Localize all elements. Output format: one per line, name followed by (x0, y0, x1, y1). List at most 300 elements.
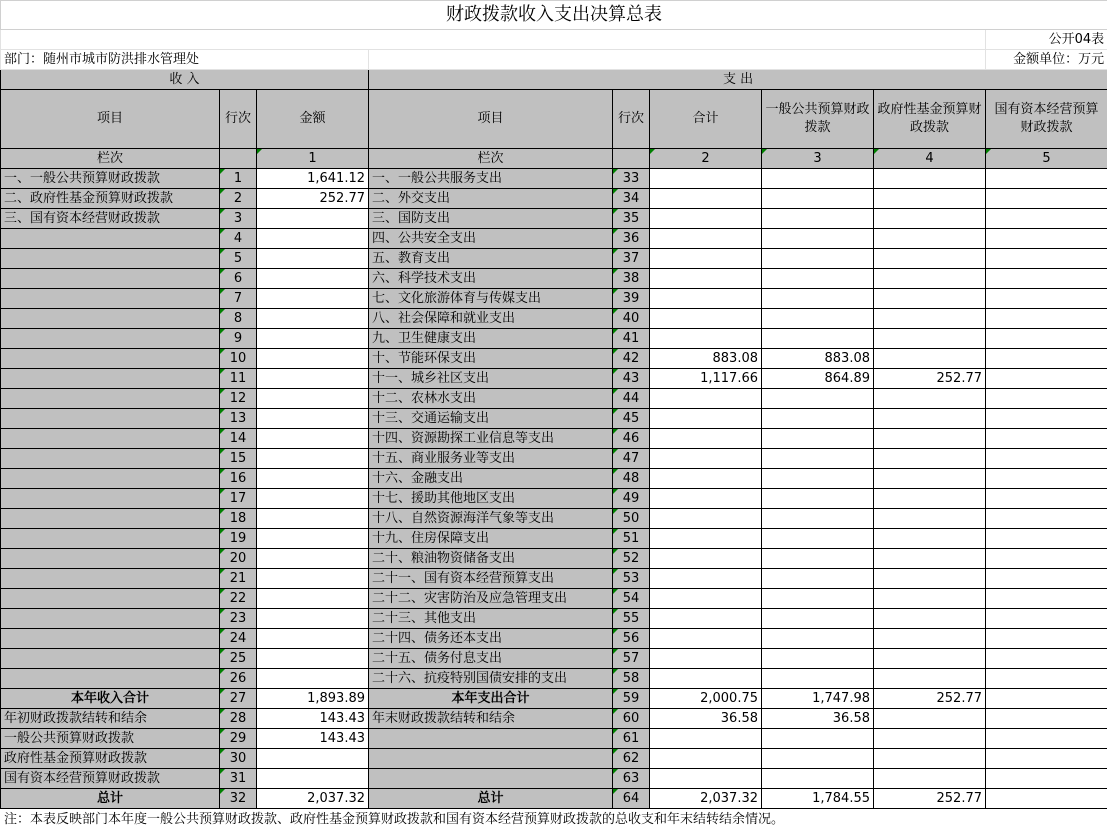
expense-item: 四、公共安全支出 (369, 229, 613, 249)
income-item: 政府性基金预算财政拨款 (1, 749, 220, 769)
income-amount (257, 629, 369, 649)
expense-total (650, 229, 762, 249)
income-amount (257, 229, 369, 249)
expense-general-budget (762, 269, 874, 289)
income-item (1, 269, 220, 289)
income-amount (257, 369, 369, 389)
income-amount (257, 669, 369, 689)
income-amount (257, 389, 369, 409)
expense-general-budget: 864.89 (762, 369, 874, 389)
expense-total (650, 269, 762, 289)
expense-row-no: 52 (613, 549, 650, 569)
col-index: 5 (986, 149, 1107, 169)
expense-row-no: 33 (613, 169, 650, 189)
gov-fund-header: 政府性基金预算财政拨款 (874, 90, 986, 149)
income-amount (257, 769, 369, 789)
expense-total (650, 749, 762, 769)
expense-item: 二十六、抗疫特别国债安排的支出 (369, 669, 613, 689)
expense-state-capital (986, 729, 1107, 749)
expense-state-capital (986, 529, 1107, 549)
expense-item: 二十五、债务付息支出 (369, 649, 613, 669)
expense-row-no: 57 (613, 649, 650, 669)
expense-total (650, 209, 762, 229)
expense-row-no: 61 (613, 729, 650, 749)
income-amount (257, 589, 369, 609)
income-row-no: 19 (220, 529, 257, 549)
expense-state-capital (986, 429, 1107, 449)
income-item (1, 469, 220, 489)
income-row-no: 18 (220, 509, 257, 529)
expense-state-capital (986, 509, 1107, 529)
expense-gov-fund (874, 609, 986, 629)
table-row (1, 269, 1107, 289)
expense-item: 十、节能环保支出 (369, 349, 613, 369)
income-row-no: 26 (220, 669, 257, 689)
income-row-no: 10 (220, 349, 257, 369)
expense-total (650, 489, 762, 509)
expense-item: 年末财政拨款结转和结余 (369, 709, 613, 729)
expense-row-no: 60 (613, 709, 650, 729)
expense-total: 883.08 (650, 349, 762, 369)
expense-general-budget (762, 389, 874, 409)
income-item (1, 389, 220, 409)
expense-row-no: 48 (613, 469, 650, 489)
income-row-no: 11 (220, 369, 257, 389)
expense-gov-fund (874, 349, 986, 369)
expense-gov-fund (874, 569, 986, 589)
table-row (1, 289, 1107, 309)
income-amount (257, 649, 369, 669)
expense-general-budget (762, 429, 874, 449)
expense-row-no: 55 (613, 609, 650, 629)
income-rowno-header: 行次 (220, 90, 257, 149)
income-amount (257, 289, 369, 309)
income-row-no: 29 (220, 729, 257, 749)
expense-gov-fund (874, 229, 986, 249)
expense-gov-fund (874, 249, 986, 269)
table-row (1, 709, 1107, 729)
table-row (1, 369, 1107, 389)
income-item (1, 409, 220, 429)
income-row-no: 7 (220, 289, 257, 309)
expense-general-budget (762, 469, 874, 489)
expense-item-header: 项目 (369, 90, 613, 149)
income-row-no: 30 (220, 749, 257, 769)
expense-row-no: 37 (613, 249, 650, 269)
expense-row-no: 47 (613, 449, 650, 469)
income-item (1, 349, 220, 369)
table-row (1, 749, 1107, 769)
table-row (1, 589, 1107, 609)
expense-row-no: 44 (613, 389, 650, 409)
expense-state-capital (986, 449, 1107, 469)
expense-total (650, 469, 762, 489)
table-row (1, 449, 1107, 469)
expense-state-capital (986, 309, 1107, 329)
income-amount (257, 349, 369, 369)
expense-general-budget (762, 649, 874, 669)
income-item: 三、国有资本经营财政拨款 (1, 209, 220, 229)
table-row (1, 689, 1107, 709)
expense-total (650, 309, 762, 329)
expense-total (650, 289, 762, 309)
income-amount: 143.43 (257, 709, 369, 729)
income-item: 一、一般公共预算财政拨款 (1, 169, 220, 189)
expense-state-capital (986, 209, 1107, 229)
expense-total (650, 189, 762, 209)
income-row-no: 1 (220, 169, 257, 189)
expense-header: 支 出 (369, 70, 1107, 90)
expense-general-budget: 883.08 (762, 349, 874, 369)
expense-state-capital (986, 489, 1107, 509)
income-row-no: 27 (220, 689, 257, 709)
income-item: 本年收入合计 (1, 689, 220, 709)
expense-state-capital (986, 369, 1107, 389)
expense-gov-fund: 252.77 (874, 369, 986, 389)
expense-gov-fund (874, 709, 986, 729)
expense-total: 2,037.32 (650, 789, 762, 809)
expense-total: 2,000.75 (650, 689, 762, 709)
expense-general-budget (762, 749, 874, 769)
table-row (1, 569, 1107, 589)
expense-total (650, 249, 762, 269)
col-index: 1 (257, 149, 369, 169)
income-amount (257, 509, 369, 529)
income-amount (257, 309, 369, 329)
income-item (1, 549, 220, 569)
income-item: 年初财政拨款结转和结余 (1, 709, 220, 729)
expense-item: 十五、商业服务业等支出 (369, 449, 613, 469)
income-amount (257, 469, 369, 489)
table-row (1, 309, 1107, 329)
expense-rowno-header: 行次 (613, 90, 650, 149)
expense-state-capital (986, 629, 1107, 649)
table-row (1, 409, 1107, 429)
expense-gov-fund: 252.77 (874, 789, 986, 809)
expense-item: 五、教育支出 (369, 249, 613, 269)
expense-gov-fund (874, 489, 986, 509)
expense-row-no: 35 (613, 209, 650, 229)
expense-general-budget: 36.58 (762, 709, 874, 729)
income-row-no: 22 (220, 589, 257, 609)
table-row (1, 769, 1107, 789)
income-row-no: 28 (220, 709, 257, 729)
expense-row-no: 38 (613, 269, 650, 289)
table-row (1, 349, 1107, 369)
expense-item: 七、文化旅游体育与传媒支出 (369, 289, 613, 309)
income-item: 总计 (1, 789, 220, 809)
expense-state-capital (986, 649, 1107, 669)
income-item (1, 449, 220, 469)
col-label: 栏次 (1, 149, 220, 169)
expense-item: 二十一、国有资本经营预算支出 (369, 569, 613, 589)
income-amount (257, 209, 369, 229)
table-row (1, 389, 1107, 409)
expense-gov-fund (874, 189, 986, 209)
expense-item: 十九、住房保障支出 (369, 529, 613, 549)
expense-gov-fund (874, 329, 986, 349)
expense-state-capital (986, 769, 1107, 789)
expense-general-budget (762, 409, 874, 429)
expense-gov-fund (874, 629, 986, 649)
expense-general-budget (762, 289, 874, 309)
expense-row-no: 42 (613, 349, 650, 369)
expense-state-capital (986, 589, 1107, 609)
expense-gov-fund (874, 549, 986, 569)
income-row-no: 8 (220, 309, 257, 329)
expense-state-capital (986, 289, 1107, 309)
expense-general-budget: 1,784.55 (762, 789, 874, 809)
expense-item: 十六、金融支出 (369, 469, 613, 489)
expense-state-capital (986, 689, 1107, 709)
income-item (1, 249, 220, 269)
expense-gov-fund (874, 769, 986, 789)
expense-gov-fund (874, 289, 986, 309)
table-row (1, 729, 1107, 749)
expense-total (650, 329, 762, 349)
expense-state-capital (986, 349, 1107, 369)
expense-state-capital (986, 269, 1107, 289)
expense-gov-fund (874, 449, 986, 469)
income-item (1, 489, 220, 509)
income-item (1, 369, 220, 389)
expense-gov-fund (874, 589, 986, 609)
expense-row-no: 62 (613, 749, 650, 769)
expense-item: 十一、城乡社区支出 (369, 369, 613, 389)
income-amount (257, 429, 369, 449)
income-item (1, 609, 220, 629)
income-row-no: 6 (220, 269, 257, 289)
income-row-no: 21 (220, 569, 257, 589)
income-amount (257, 749, 369, 769)
expense-state-capital (986, 389, 1107, 409)
income-item (1, 649, 220, 669)
expense-total (650, 729, 762, 749)
expense-total (650, 389, 762, 409)
expense-row-no: 40 (613, 309, 650, 329)
expense-item: 六、科学技术支出 (369, 269, 613, 289)
expense-total (650, 589, 762, 609)
income-item (1, 569, 220, 589)
expense-row-no: 64 (613, 789, 650, 809)
expense-total (650, 409, 762, 429)
expense-item: 十四、资源勘探工业信息等支出 (369, 429, 613, 449)
expense-item: 十七、援助其他地区支出 (369, 489, 613, 509)
income-amount: 252.77 (257, 189, 369, 209)
income-amount: 1,641.12 (257, 169, 369, 189)
expense-item (369, 769, 613, 789)
expense-general-budget (762, 309, 874, 329)
table-row (1, 169, 1107, 189)
income-row-no: 23 (220, 609, 257, 629)
expense-row-no: 41 (613, 329, 650, 349)
income-item (1, 309, 220, 329)
expense-general-budget (762, 169, 874, 189)
expense-state-capital (986, 189, 1107, 209)
table-row (1, 489, 1107, 509)
expense-row-no: 58 (613, 669, 650, 689)
expense-state-capital (986, 469, 1107, 489)
income-row-no: 3 (220, 209, 257, 229)
expense-general-budget (762, 669, 874, 689)
form-code: 公开04表 (986, 30, 1107, 50)
expense-gov-fund: 252.77 (874, 689, 986, 709)
table-row (1, 249, 1107, 269)
expense-item: 二十二、灾害防治及应急管理支出 (369, 589, 613, 609)
expense-general-budget (762, 209, 874, 229)
col-index: 4 (874, 149, 986, 169)
expense-row-no: 54 (613, 589, 650, 609)
expense-total (650, 429, 762, 449)
expense-state-capital (986, 409, 1107, 429)
expense-item: 一、一般公共服务支出 (369, 169, 613, 189)
expense-row-no: 46 (613, 429, 650, 449)
expense-general-budget (762, 629, 874, 649)
income-row-no: 17 (220, 489, 257, 509)
expense-item: 十二、农林水支出 (369, 389, 613, 409)
expense-general-budget (762, 509, 874, 529)
expense-item: 二十、粮油物资储备支出 (369, 549, 613, 569)
expense-general-budget (762, 249, 874, 269)
income-item (1, 429, 220, 449)
expense-row-no: 45 (613, 409, 650, 429)
income-amount (257, 409, 369, 429)
expense-general-budget (762, 229, 874, 249)
expense-gov-fund (874, 169, 986, 189)
expense-row-no: 63 (613, 769, 650, 789)
income-item (1, 329, 220, 349)
col-index: 3 (762, 149, 874, 169)
expense-general-budget (762, 589, 874, 609)
income-item (1, 229, 220, 249)
expense-total (650, 669, 762, 689)
expense-general-budget (762, 489, 874, 509)
expense-total (650, 449, 762, 469)
income-row-no: 20 (220, 549, 257, 569)
income-row-no: 32 (220, 789, 257, 809)
income-row-no: 14 (220, 429, 257, 449)
income-amount (257, 549, 369, 569)
expense-state-capital (986, 229, 1107, 249)
expense-general-budget (762, 449, 874, 469)
expense-gov-fund (874, 529, 986, 549)
expense-item: 八、社会保障和就业支出 (369, 309, 613, 329)
expense-general-budget: 1,747.98 (762, 689, 874, 709)
expense-total (650, 569, 762, 589)
income-row-no: 25 (220, 649, 257, 669)
income-item (1, 289, 220, 309)
expense-row-no: 50 (613, 509, 650, 529)
state-capital-header: 国有资本经营预算财政拨款 (986, 90, 1107, 149)
income-item: 二、政府性基金预算财政拨款 (1, 189, 220, 209)
income-amount (257, 449, 369, 469)
expense-row-no: 36 (613, 229, 650, 249)
expense-total (650, 529, 762, 549)
expense-total (650, 509, 762, 529)
income-amount: 2,037.32 (257, 789, 369, 809)
income-amount-header: 金额 (257, 90, 369, 149)
expense-row-no: 49 (613, 489, 650, 509)
expense-item: 九、卫生健康支出 (369, 329, 613, 349)
income-item: 国有资本经营预算财政拨款 (1, 769, 220, 789)
report-title: 财政拨款收入支出决算总表 (1, 1, 1107, 30)
table-row (1, 669, 1107, 689)
income-row-no: 4 (220, 229, 257, 249)
total-header: 合计 (650, 90, 762, 149)
expense-state-capital (986, 789, 1107, 809)
expense-general-budget (762, 529, 874, 549)
expense-gov-fund (874, 509, 986, 529)
table-row (1, 609, 1107, 629)
expense-general-budget (762, 329, 874, 349)
expense-state-capital (986, 569, 1107, 589)
expense-state-capital (986, 749, 1107, 769)
expense-item: 十八、自然资源海洋气象等支出 (369, 509, 613, 529)
income-header: 收 入 (1, 70, 369, 90)
income-row-no: 2 (220, 189, 257, 209)
expense-state-capital (986, 609, 1107, 629)
income-amount (257, 269, 369, 289)
expense-item: 十三、交通运输支出 (369, 409, 613, 429)
expense-state-capital (986, 329, 1107, 349)
income-row-no: 24 (220, 629, 257, 649)
expense-gov-fund (874, 409, 986, 429)
table-row (1, 789, 1107, 809)
table-row (1, 429, 1107, 449)
expense-item: 二十三、其他支出 (369, 609, 613, 629)
expense-item: 二十四、债务还本支出 (369, 629, 613, 649)
footnote: 注：本表反映部门本年度一般公共预算财政拨款、政府性基金预算财政拨款和国有资本经营预算财政拨款的总收支和年末结转结余情况。 (0, 809, 1107, 831)
expense-row-no: 39 (613, 289, 650, 309)
expense-item: 本年支出合计 (369, 689, 613, 709)
income-amount (257, 609, 369, 629)
expense-general-budget (762, 769, 874, 789)
expense-item: 总计 (369, 789, 613, 809)
income-item (1, 669, 220, 689)
expense-row-no: 34 (613, 189, 650, 209)
income-amount: 1,893.89 (257, 689, 369, 709)
income-amount: 143.43 (257, 729, 369, 749)
income-item (1, 529, 220, 549)
expense-total (650, 769, 762, 789)
expense-gov-fund (874, 749, 986, 769)
department-label: 部门：随州市城市防洪排水管理处 (1, 50, 369, 70)
expense-general-budget (762, 729, 874, 749)
expense-item (369, 749, 613, 769)
expense-state-capital (986, 709, 1107, 729)
expense-total (650, 609, 762, 629)
table-row (1, 549, 1107, 569)
income-item (1, 589, 220, 609)
income-row-no: 15 (220, 449, 257, 469)
general-budget-header: 一般公共预算财政拨款 (762, 90, 874, 149)
col-label: 栏次 (369, 149, 613, 169)
expense-state-capital (986, 669, 1107, 689)
expense-item: 三、国防支出 (369, 209, 613, 229)
income-row-no: 12 (220, 389, 257, 409)
table-row (1, 629, 1107, 649)
income-item (1, 629, 220, 649)
income-amount (257, 249, 369, 269)
table-row (1, 189, 1107, 209)
unit-label: 金额单位：万元 (986, 50, 1107, 70)
expense-total (650, 649, 762, 669)
income-item: 一般公共预算财政拨款 (1, 729, 220, 749)
expense-row-no: 56 (613, 629, 650, 649)
expense-row-no: 43 (613, 369, 650, 389)
expense-gov-fund (874, 469, 986, 489)
expense-total (650, 169, 762, 189)
